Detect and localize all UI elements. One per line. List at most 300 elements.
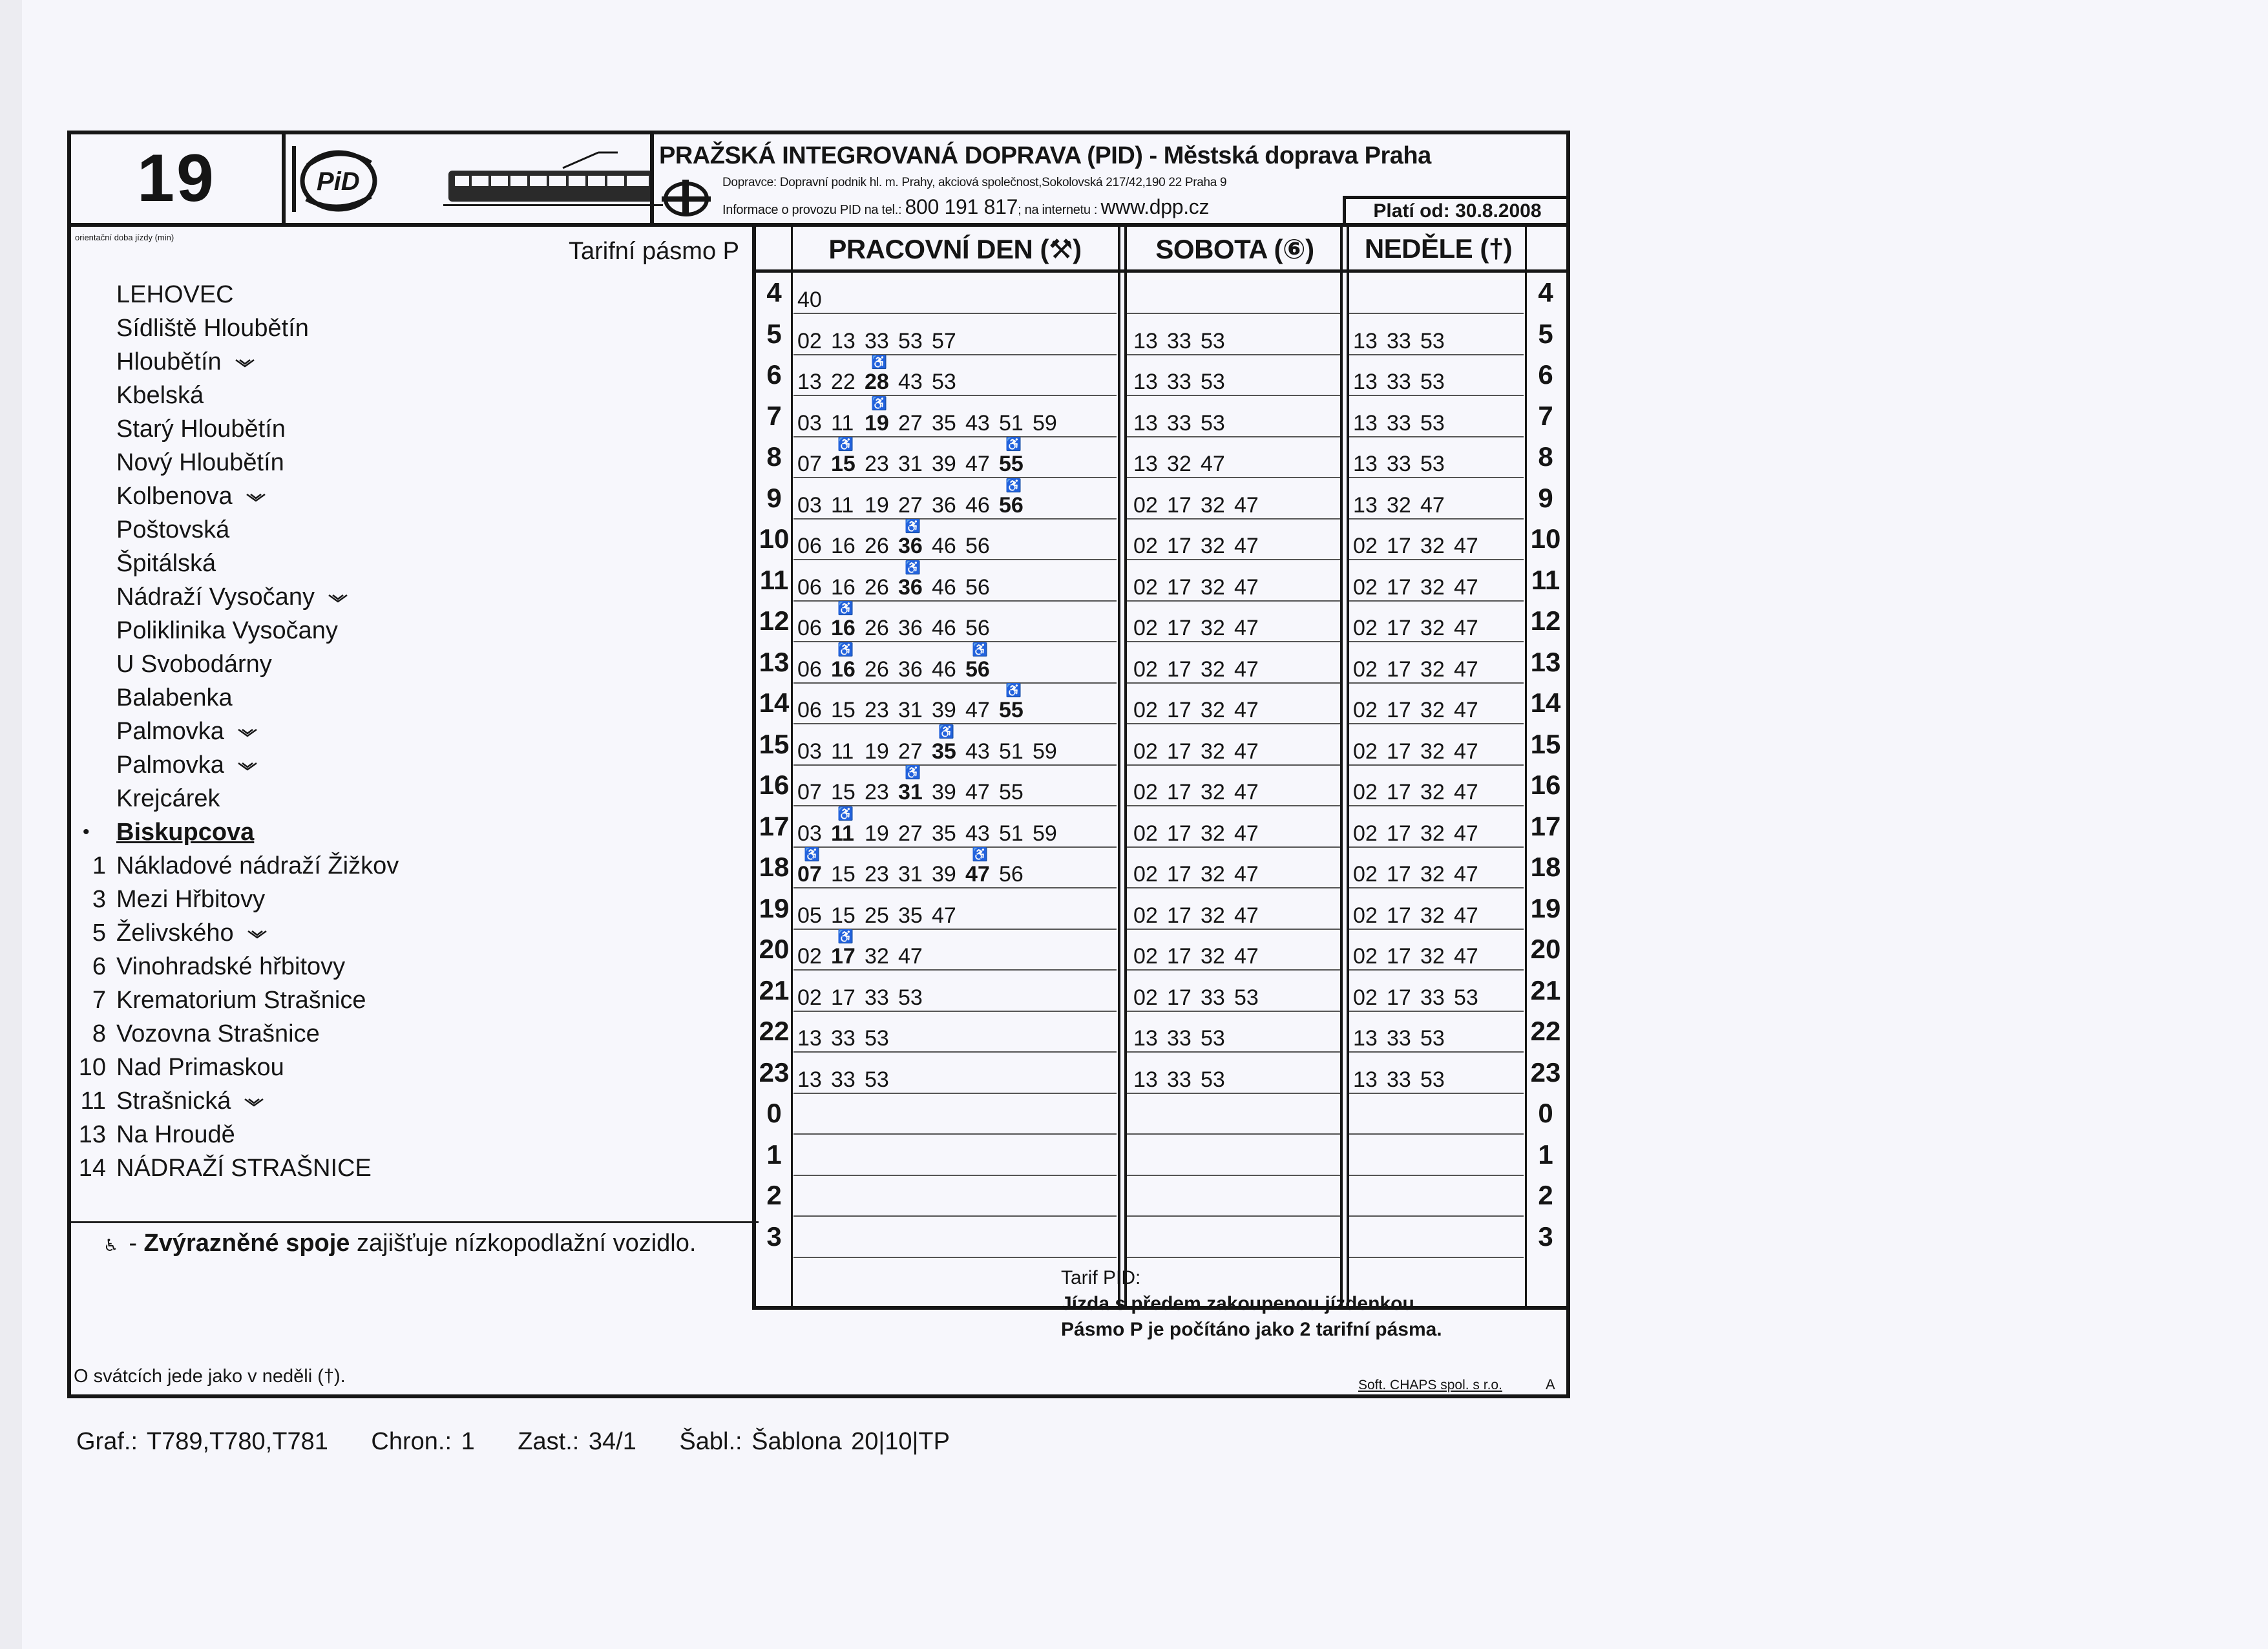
departure-minute xyxy=(932,575,965,600)
minute-text: 13 xyxy=(1133,1067,1158,1092)
wheelchair-icon: ♿ xyxy=(837,930,854,944)
departure-minute xyxy=(797,698,831,723)
minute-text: 02 xyxy=(1353,534,1378,558)
minute-text: 32 xyxy=(1420,616,1445,640)
minute-text: 32 xyxy=(1201,616,1225,640)
hour-row xyxy=(752,355,1570,396)
saturday-header: SOBOTA (⑥) xyxy=(1155,233,1314,264)
stop-item xyxy=(71,345,750,379)
hour-label: 18 xyxy=(1530,852,1561,882)
minute-text: 46 xyxy=(932,574,956,600)
minute-text: 46 xyxy=(932,616,956,640)
departure-minute xyxy=(1420,780,1454,805)
dpp-logo-icon xyxy=(659,177,713,218)
departure-minute xyxy=(1387,698,1420,723)
minute-text: 53 xyxy=(1201,1067,1225,1092)
departure-minute xyxy=(797,780,831,805)
departure-minute xyxy=(1387,575,1420,600)
chron-info: Chron.: 1 xyxy=(371,1428,475,1455)
departure-minute xyxy=(1167,985,1201,1011)
departure-minute xyxy=(831,329,865,354)
holiday-note: O svátcích jede jako v neděli (†). xyxy=(74,1366,346,1387)
tariff-line-2: Pásmo P je počítáno jako 2 tarifní pásma. xyxy=(1061,1319,1442,1340)
departure-minute xyxy=(1420,698,1454,723)
stop-name-text: Krematorium Strašnice xyxy=(116,987,366,1014)
departure-minute xyxy=(1201,370,1234,395)
hour-row xyxy=(752,520,1570,560)
stop-name xyxy=(116,950,345,983)
departure-minute xyxy=(1454,534,1487,559)
departure-minute xyxy=(898,411,932,436)
departure-minute xyxy=(865,780,898,805)
departure-minute xyxy=(797,411,831,436)
minute-text: 13 xyxy=(831,328,856,353)
departure-minute xyxy=(1353,862,1387,887)
minute-text: 53 xyxy=(865,1067,889,1092)
hour-label: 6 xyxy=(766,359,782,390)
hour-row xyxy=(752,1176,1570,1217)
stop-minutes: 11 xyxy=(80,1087,106,1115)
departure-minute xyxy=(1420,411,1454,436)
minute-text: 17 xyxy=(1167,780,1192,804)
minute-text: 53 xyxy=(1201,1026,1225,1051)
minute-text: 32 xyxy=(1201,656,1225,682)
departure-minute xyxy=(1133,903,1167,929)
departure-minute xyxy=(1201,493,1234,518)
departure-minute xyxy=(965,575,999,600)
stop-name-text: Špitálská xyxy=(116,550,216,577)
stop-name-text: Krejcárek xyxy=(116,785,220,812)
departure-minute xyxy=(1454,862,1487,887)
minute-text: 26 xyxy=(865,656,889,682)
phone-number: 800 191 817 xyxy=(905,195,1018,218)
minute-text: 23 xyxy=(865,780,889,804)
minute-text: 23 xyxy=(865,452,889,476)
minute-text: 47 xyxy=(965,698,990,722)
minute-text: 02 xyxy=(1353,985,1378,1010)
stop-item xyxy=(71,950,750,983)
minute-text: 13 xyxy=(797,1026,822,1051)
departure-minute xyxy=(1234,698,1268,723)
minute-text: 17 xyxy=(1167,616,1192,640)
minute-text: 32 xyxy=(1420,944,1445,969)
minute-text: 13 xyxy=(1133,452,1158,476)
hour-label: 12 xyxy=(1530,605,1561,636)
stop-minutes: 1 xyxy=(92,852,106,879)
departure-minute xyxy=(1133,657,1167,682)
minute-text: 53 xyxy=(1420,370,1445,394)
hour-row xyxy=(752,725,1570,766)
low-floor-departure xyxy=(831,642,865,682)
minute-text: 02 xyxy=(1353,944,1378,969)
stop-item xyxy=(71,278,750,311)
minute-text: 33 xyxy=(1167,370,1192,394)
departure-minute xyxy=(1353,452,1387,477)
departure-minute xyxy=(797,944,831,969)
stop-name-text: Kolbenova xyxy=(116,483,233,510)
stop-name-text: Na Hroudě xyxy=(116,1121,235,1148)
departure-minute xyxy=(1133,1026,1167,1051)
stop-name xyxy=(116,1151,372,1185)
minute-text: 11 xyxy=(831,492,854,518)
departure-minute xyxy=(1420,739,1454,764)
departure-minute xyxy=(1353,1026,1387,1051)
minute-text: 06 xyxy=(797,656,822,682)
minute-text: 36 xyxy=(932,492,956,518)
minute-text: 33 xyxy=(1167,1026,1192,1051)
low-floor-departure xyxy=(999,437,1033,477)
stop-name-text: Palmovka xyxy=(116,751,224,779)
minute-text: 55 xyxy=(999,452,1024,476)
minute-text: 17 xyxy=(1167,656,1192,682)
hour-row xyxy=(752,807,1570,848)
departure-minute xyxy=(1234,534,1268,559)
minute-text: 13 xyxy=(1353,410,1378,436)
hour-label: 6 xyxy=(1538,359,1553,390)
minute-text: 11 xyxy=(831,821,854,846)
minute-text: 17 xyxy=(1167,698,1192,722)
minute-text: 17 xyxy=(1387,574,1411,600)
minute-text: 02 xyxy=(1133,862,1158,887)
minute-text: 16 xyxy=(831,574,856,600)
minute-text: 56 xyxy=(965,616,990,640)
minute-text: 47 xyxy=(1234,574,1259,600)
minute-text: 02 xyxy=(1133,492,1158,518)
hour-row xyxy=(752,315,1570,355)
departure-minute xyxy=(1234,616,1268,641)
minute-text: 02 xyxy=(1353,698,1378,722)
departure-minute xyxy=(1420,944,1454,969)
departure-minute xyxy=(865,657,898,682)
departure-minute xyxy=(1420,657,1454,682)
stop-name-text: Nad Primaskou xyxy=(116,1054,284,1081)
minute-text: 15 xyxy=(831,698,856,722)
departure-minute xyxy=(831,903,865,929)
hour-row xyxy=(752,1012,1570,1053)
departure-minute xyxy=(1353,616,1387,641)
minute-text: 53 xyxy=(1420,410,1445,436)
departure-minute xyxy=(932,698,965,723)
departure-minute xyxy=(1133,534,1167,559)
hour-label: 5 xyxy=(766,318,782,349)
minute-text: 16 xyxy=(831,616,856,640)
hour-label: 20 xyxy=(759,934,790,964)
departure-table xyxy=(752,223,1570,1310)
timetable-card xyxy=(67,131,1570,1398)
org-title: PRAŽSKÁ INTEGROVANÁ DOPRAVA (PID) - Městská doprava Praha xyxy=(659,142,1431,169)
departure-minute xyxy=(1454,616,1487,641)
departure-minute xyxy=(1201,616,1234,641)
minute-text: 02 xyxy=(1353,903,1378,928)
stop-name-text: Starý Hloubětín xyxy=(116,415,286,443)
stop-name xyxy=(116,715,258,748)
low-floor-departure xyxy=(865,396,898,436)
departure-minute xyxy=(1420,370,1454,395)
departure-minute xyxy=(1167,575,1201,600)
hour-row xyxy=(752,437,1570,478)
minute-text: 15 xyxy=(831,452,856,476)
wheelchair-icon: ♿ xyxy=(804,848,820,862)
departure-minute xyxy=(1353,493,1387,518)
departure-minute xyxy=(1454,698,1487,723)
stop-item xyxy=(71,715,750,748)
minute-text: 13 xyxy=(1353,370,1378,394)
stop-name xyxy=(116,748,258,782)
minute-text: 17 xyxy=(1167,574,1192,600)
departure-minute xyxy=(1420,534,1454,559)
hour-label: 12 xyxy=(759,605,790,636)
departure-minute xyxy=(1133,329,1167,354)
minute-text: 47 xyxy=(1201,452,1225,476)
hour-label: 13 xyxy=(759,646,790,677)
stop-name xyxy=(116,311,309,345)
departure-minute xyxy=(831,575,865,600)
minute-text: 32 xyxy=(1201,534,1225,558)
departure-minute xyxy=(1167,452,1201,477)
minute-text: 47 xyxy=(1234,616,1259,640)
departure-minute xyxy=(1454,739,1487,764)
departure-minute xyxy=(865,329,898,354)
departure-minute xyxy=(1133,985,1167,1011)
departure-minute xyxy=(1353,903,1387,929)
stop-minutes: 5 xyxy=(92,919,106,947)
departure-minute xyxy=(932,329,965,354)
contact-info xyxy=(722,195,1209,219)
minute-text: 36 xyxy=(898,656,923,682)
low-floor-departure xyxy=(865,355,898,395)
minute-text: 47 xyxy=(1234,780,1259,804)
minute-text: 17 xyxy=(831,944,856,969)
departure-minute xyxy=(999,780,1033,805)
minute-text: 53 xyxy=(1420,1026,1445,1051)
departure-minute xyxy=(865,616,898,641)
minute-text: 06 xyxy=(797,534,822,558)
minute-text: 03 xyxy=(797,492,822,518)
minute-text: 47 xyxy=(1234,698,1259,722)
minute-text: 19 xyxy=(865,492,889,518)
website-link[interactable]: www.dpp.cz xyxy=(1100,195,1210,218)
departure-minute xyxy=(1420,1026,1454,1051)
departure-minute xyxy=(1387,534,1420,559)
departure-minute xyxy=(965,452,999,477)
stop-name-text: Vinohradské hřbitovy xyxy=(116,953,346,980)
departure-minute xyxy=(865,985,898,1011)
departure-minute xyxy=(932,657,965,682)
hour-label: 8 xyxy=(766,441,782,472)
minute-text: 02 xyxy=(1133,574,1158,600)
departure-minute xyxy=(1353,329,1387,354)
minute-text: 19 xyxy=(865,739,889,764)
minute-text: 28 xyxy=(865,370,889,394)
minute-text: 40 xyxy=(797,288,822,312)
departure-minute xyxy=(965,821,999,846)
row-rule xyxy=(793,1257,1117,1258)
minute-text: 43 xyxy=(965,410,990,436)
hour-label: 14 xyxy=(759,688,790,718)
legend-dash: - xyxy=(129,1230,144,1257)
minute-text: 32 xyxy=(1420,780,1445,804)
minute-text: 17 xyxy=(1387,903,1411,928)
stop-item xyxy=(71,412,750,446)
stop-minutes: 14 xyxy=(78,1155,106,1182)
departure-minute xyxy=(831,534,865,559)
minute-text: 32 xyxy=(1201,821,1225,846)
minute-text: 33 xyxy=(865,328,889,353)
wheelchair-icon: ♿ xyxy=(972,848,988,862)
minute-text: 17 xyxy=(1167,492,1192,518)
minute-text: 17 xyxy=(1387,698,1411,722)
minute-text: 32 xyxy=(1420,698,1445,722)
stop-name-text: Nádraží Vysočany xyxy=(116,583,315,611)
stop-name xyxy=(116,479,266,513)
orientation-note: orientační doba jízdy (min) xyxy=(75,233,174,242)
minute-text: 51 xyxy=(999,410,1024,436)
low-floor-departure xyxy=(999,684,1033,723)
minute-text: 51 xyxy=(999,821,1024,846)
departure-minute xyxy=(932,903,965,929)
hour-label: 5 xyxy=(1538,318,1553,349)
departure-minute xyxy=(1353,985,1387,1011)
minute-text: 26 xyxy=(865,574,889,600)
minute-text: 22 xyxy=(831,370,856,394)
hour-label: 22 xyxy=(1530,1016,1561,1046)
zast-info: Zast.: 34/1 xyxy=(518,1428,636,1455)
stop-item xyxy=(71,748,750,782)
departure-minute xyxy=(1167,616,1201,641)
stop-item xyxy=(71,446,750,479)
minute-text: 46 xyxy=(965,492,990,518)
hour-label: 0 xyxy=(1538,1098,1553,1128)
stop-name-text: Balabenka xyxy=(116,684,233,711)
departure-minute xyxy=(797,452,831,477)
minute-text: 02 xyxy=(1133,698,1158,722)
hour-row xyxy=(752,479,1570,520)
minute-text: 02 xyxy=(1353,574,1378,600)
stop-name xyxy=(116,1118,235,1151)
hour-label: 0 xyxy=(766,1098,782,1128)
stop-item xyxy=(71,513,750,547)
minute-text: 15 xyxy=(831,903,856,928)
departure-minute xyxy=(898,862,932,887)
minute-text: 47 xyxy=(1234,862,1259,887)
stop-minutes: 7 xyxy=(92,987,106,1014)
departure-minute xyxy=(932,862,965,887)
minute-text: 32 xyxy=(1420,821,1445,846)
departure-minute xyxy=(1167,780,1201,805)
departure-minute xyxy=(965,698,999,723)
wheelchair-icon: ♿ xyxy=(938,724,954,739)
row-rule xyxy=(1349,1257,1524,1258)
minute-text: 16 xyxy=(831,534,856,558)
minute-text: 17 xyxy=(1167,903,1192,928)
minute-text: 03 xyxy=(797,739,822,764)
software-credit: Soft. CHAPS spol. s r.o. xyxy=(1358,1378,1502,1392)
minute-text: 53 xyxy=(865,1026,889,1051)
departure-minute xyxy=(932,821,965,846)
departure-minute xyxy=(1454,780,1487,805)
departure-minute xyxy=(1387,985,1420,1011)
minute-text: 27 xyxy=(898,492,923,518)
low-floor-departure xyxy=(797,848,831,887)
minute-text: 55 xyxy=(999,780,1024,804)
stop-name xyxy=(116,412,286,446)
departure-minute xyxy=(865,903,898,929)
low-floor-departure xyxy=(965,848,999,887)
line-number: 19 xyxy=(137,141,216,216)
hour-label: 13 xyxy=(1530,646,1561,677)
minute-text: 13 xyxy=(1353,452,1378,476)
minute-text: 47 xyxy=(1234,656,1259,682)
departure-minute xyxy=(1353,575,1387,600)
stop-item xyxy=(71,479,750,513)
departure-minute xyxy=(1420,821,1454,846)
hour-row xyxy=(752,1135,1570,1176)
stop-item xyxy=(71,1051,750,1084)
minute-text: 36 xyxy=(898,574,923,600)
departure-minute xyxy=(932,616,965,641)
minute-text: 47 xyxy=(1454,739,1478,764)
minute-text: 02 xyxy=(1353,862,1378,887)
departure-minute xyxy=(1353,1067,1387,1093)
stop-list xyxy=(71,278,750,1185)
departure-minute xyxy=(797,616,831,641)
minute-text: 19 xyxy=(865,410,889,436)
minute-text: 19 xyxy=(865,821,889,846)
minute-text: 07 xyxy=(797,452,822,476)
departure-minute xyxy=(865,1026,898,1051)
minute-text: 35 xyxy=(932,821,956,846)
minute-text: 53 xyxy=(898,328,923,353)
minute-text: 32 xyxy=(1420,534,1445,558)
hour-row xyxy=(752,643,1570,684)
departure-minute xyxy=(1033,411,1066,436)
departure-minute xyxy=(999,411,1033,436)
minute-text: 47 xyxy=(1454,944,1478,969)
divider xyxy=(650,134,654,223)
departure-minute xyxy=(865,698,898,723)
hour-label: 23 xyxy=(759,1056,790,1087)
stop-item xyxy=(71,681,750,715)
minute-text: 47 xyxy=(1454,698,1478,722)
departure-minute xyxy=(1353,370,1387,395)
departure-minute xyxy=(1201,452,1234,477)
minute-text: 32 xyxy=(1387,492,1411,518)
departure-minute xyxy=(932,534,965,559)
departure-minute xyxy=(797,1026,831,1051)
departure-minute xyxy=(965,780,999,805)
minute-text: 17 xyxy=(1167,534,1192,558)
departure-minute xyxy=(1133,1067,1167,1093)
minute-text: 33 xyxy=(1387,370,1411,394)
minute-text: 57 xyxy=(932,328,956,353)
minute-text: 02 xyxy=(797,985,822,1010)
minute-text: 47 xyxy=(1420,492,1445,518)
departure-minute xyxy=(1167,698,1201,723)
minute-text: 43 xyxy=(898,370,923,394)
departure-minute xyxy=(965,493,999,518)
departure-minute xyxy=(797,329,831,354)
minute-text: 32 xyxy=(1167,452,1192,476)
minute-text: 47 xyxy=(965,452,990,476)
minute-text: 35 xyxy=(932,410,956,436)
minute-text: 06 xyxy=(797,616,822,640)
stop-minutes: 6 xyxy=(92,953,106,980)
minute-text: 27 xyxy=(898,410,923,436)
minute-text: 47 xyxy=(1454,534,1478,558)
stop-name xyxy=(116,916,268,950)
departure-minute xyxy=(797,1067,831,1093)
departure-minute xyxy=(1133,780,1167,805)
